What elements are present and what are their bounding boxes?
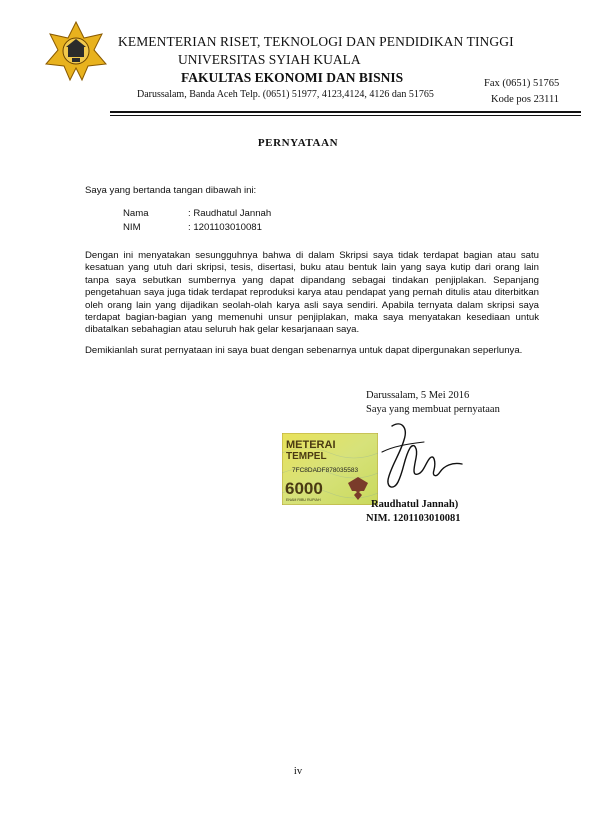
document-title: PERNYATAAN: [257, 137, 339, 149]
stamp-value: 6000: [285, 479, 323, 498]
stamp-line1: METERAI: [286, 439, 336, 451]
stamp-subtext: ENAM RIBU RUPIAH: [286, 498, 321, 502]
place-and-date: Darussalam, 5 Mei 2016: [366, 390, 470, 401]
stamp-line2: TEMPEL: [286, 451, 327, 462]
university-logo-icon: [44, 20, 108, 82]
identity-nim-value: : 1201103010081: [188, 222, 262, 233]
signer-nim: NIM. 1201103010081: [366, 513, 461, 524]
signer-label: Saya yang membuat pernyataan: [366, 404, 500, 415]
university-name: UNIVERSITAS SYIAH KUALA: [178, 52, 361, 67]
header-rule-thick: [110, 111, 581, 113]
fax-number: Fax (0651) 51765: [484, 78, 560, 89]
closing-paragraph: Demikianlah surat pernyataan ini saya buat dengan sebenarnya untuk dapat dipergunakan seperlunya.: [85, 345, 523, 356]
ministry-name: KEMENTERIAN RISET, TEKNOLOGI DAN PENDIDIKAN TINGGI: [118, 34, 514, 49]
postal-code: Kode pos 23111: [491, 94, 560, 105]
handwritten-signature: [374, 418, 474, 494]
identity-nim-label: NIM: [123, 222, 141, 233]
faculty-address: Darussalam, Banda Aceh Telp. (0651) 51977, 4123,4124, 4126 dan 51765: [137, 89, 434, 100]
identity-name-value: : Raudhatul Jannah: [188, 208, 272, 219]
faculty-name: FAKULTAS EKONOMI DAN BISNIS: [181, 70, 404, 85]
signer-name: Raudhatul Jannah): [371, 499, 459, 510]
identity-name-label: Nama: [123, 208, 149, 219]
header-rule-thin: [110, 115, 581, 116]
stamp-serial: 7FC8DADF878035583: [292, 467, 359, 474]
revenue-stamp-icon: [282, 433, 378, 505]
statement-paragraph: Dengan ini menyatakan sesungguhnya bahwa di dalam Skripsi saya tidak terdapat bagian atau satu kesatuan yang utuh dari skripsi, tesis, disertasi, buku atau bentuk lain yang saya kutip dari orang lain tanpa saya sebutkan sumbernya yang dapat dipandang sebagai tindakan penjiplakan. Sepanjang pengetahuan saya juga tidak terdapat reproduksi karya atau pendapat yang pernah ditulis atau diterbitkan oleh orang lain yang dijadikan seolah-olah karya asli saya sendiri. Apabila ternyata dalam skripsi saya terdapat bagian-bagian yang memenuhi unsur penjiplakan, maka saya menyatakan kesediaan untuk dibatalkan sebahagian atau seluruh hak gelar kesarjanaan saya.: [85, 250, 539, 336]
page-number: iv: [293, 766, 303, 777]
intro-text: Saya yang bertanda tangan dibawah ini:: [85, 185, 257, 196]
